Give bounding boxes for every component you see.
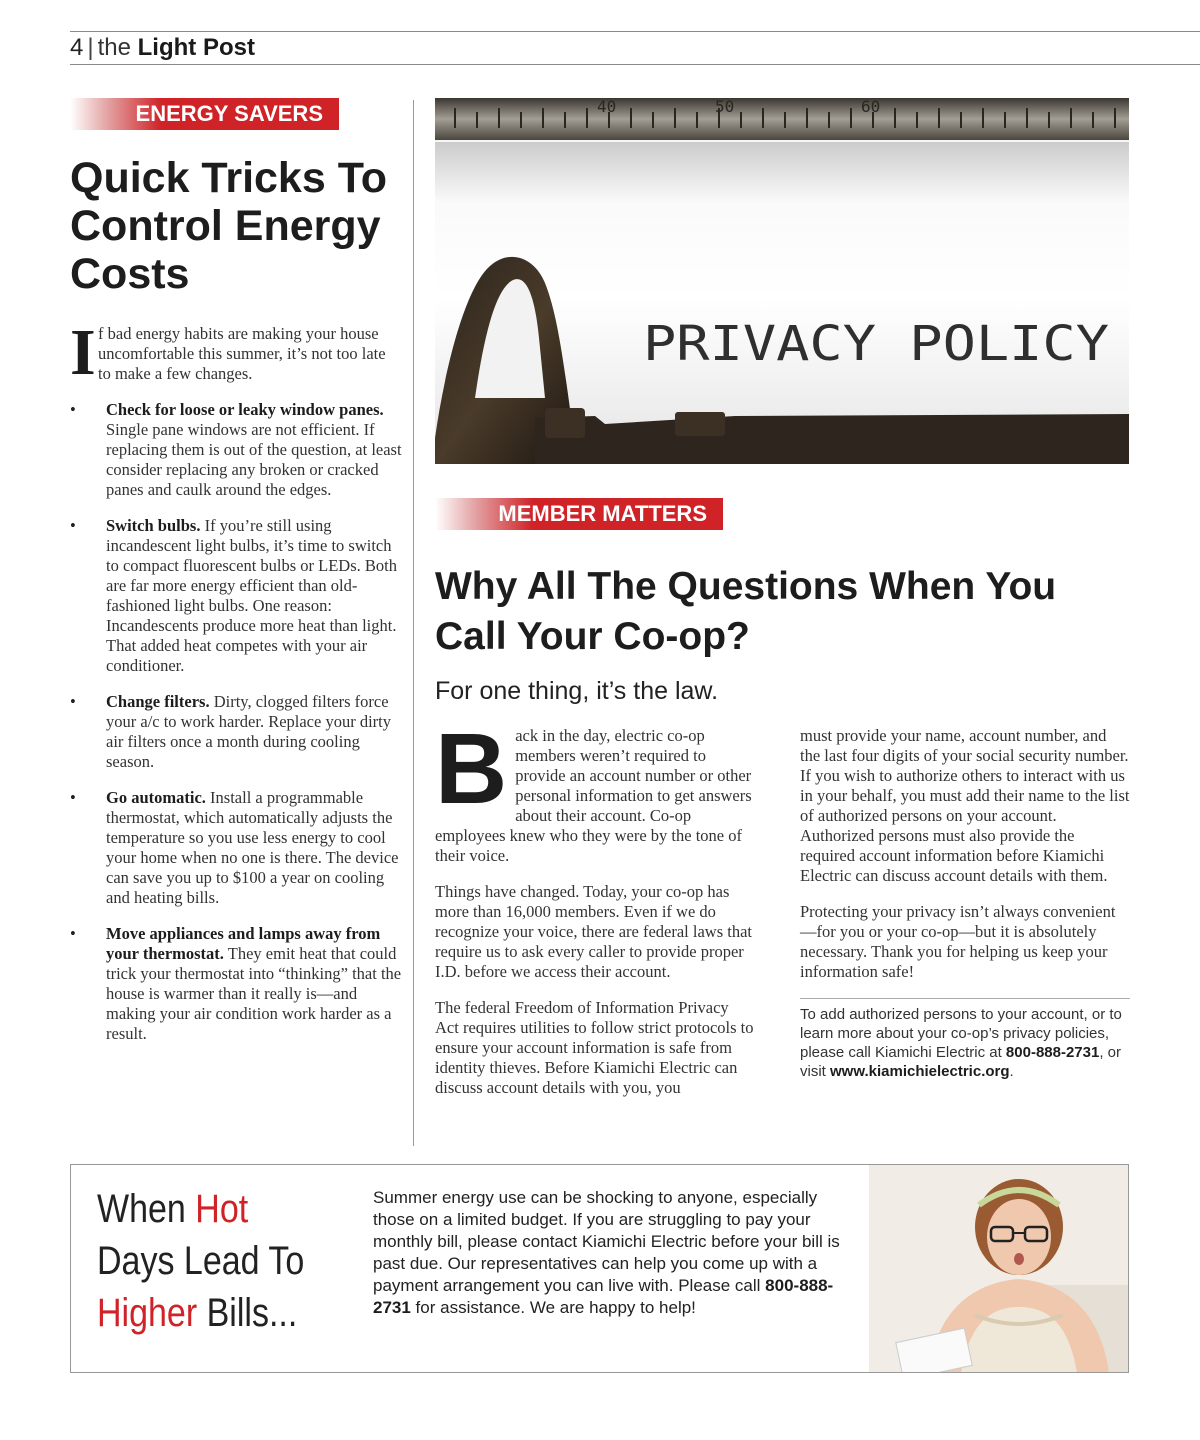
tip-text: Install a programmable thermostat, which automatically adjusts the temperature so you use less energy to cool your home when no one is there. The device can save you up to $100 a year on cooling and heating bills. — [106, 788, 399, 907]
paragraph: Things have changed. Today, your co-op has more than 16,000 members. Even if we do recognize your voice, there are federal laws that require us to ask every caller to provide proper I.D. before we access their account. — [435, 882, 752, 981]
article-title-coop: Why All The Questions When You Call Your Co-op? — [435, 565, 1057, 658]
title-word: Days Lead To — [97, 1239, 305, 1283]
tip-text: If you’re still using incandescent light bulbs, it’s time to switch to compact fluorescent bulbs or LEDs. Both are far more energy efficient than old-fashioned light bulbs. One reason: Incandescents produce more heat than light. That added heat competes with your air conditioner. — [106, 516, 397, 675]
section-banner-member-matters — [435, 498, 723, 530]
energy-article-body — [70, 316, 402, 1060]
callout-title — [97, 1183, 304, 1339]
ruler-number: 40 — [597, 98, 617, 116]
title-word: Bills... — [206, 1291, 298, 1335]
column-divider — [413, 100, 414, 1146]
note-text: To add authorized persons to your account, or to learn more about your co-op’s privacy policies, please call Kiamichi Electric at — [800, 1006, 1122, 1061]
section-label: MEMBER MATTERS — [498, 501, 707, 526]
article-title-energy: Quick Tricks To Control Energy Costs — [70, 154, 388, 298]
callout-text: Summer energy use can be shocking to anyone, especially those on a limited budget. If you are struggling to pay your monthly bill, please contact Kiamichi Electric before your bill is past due. Our representatives can help you come up with a payment arrangement you can live with. Please call — [373, 1188, 840, 1295]
article-subtitle: For one thing, it’s the law. — [435, 677, 719, 705]
contact-note — [800, 1005, 1130, 1081]
title-word: When — [97, 1187, 186, 1231]
title-word-higher: Higher — [97, 1291, 198, 1335]
tip-text: Dirty, clogged filters force your a/c to work harder. Replace your dirty air filters once a month during cooling season. — [106, 692, 391, 771]
tip-heading: Move appliances and lamps away from your thermostat. — [106, 924, 381, 963]
note-url-link[interactable]: www.kiamichielectric.org — [830, 1063, 1010, 1080]
tip-text: They emit heat that could trick your thermostat into “thinking” that the house is warmer than it really is—and making your air condition work harder as a result. — [106, 944, 402, 1043]
list-item — [70, 692, 402, 772]
paragraph-text: ack in the day, electric co-op members weren’t required to provide an account number or other personal information to get answers about their account. Co-op employees knew who they were by the tone of their voice. — [435, 726, 752, 865]
header-rule-top — [70, 31, 1200, 32]
coop-article-column-1 — [435, 713, 755, 1114]
note-divider — [800, 998, 1130, 999]
list-item — [70, 400, 402, 500]
tips-list — [70, 400, 402, 1044]
worried-woman-photo — [869, 1165, 1129, 1373]
section-banner-energy-savers — [70, 98, 339, 130]
publication-name: Light Post — [137, 34, 255, 61]
ruler-number: 60 — [861, 98, 881, 116]
paragraph: Protecting your privacy isn’t always convenient—for you or your co-op—but it is absolutely necessary. Thank you for helping us keep your information safe! — [800, 902, 1116, 981]
paragraph: The federal Freedom of Information Privacy Act requires utilities to follow strict protocols to ensure your account information is safe from identity thieves. Before Kiamichi Electric can discuss account details with you, you — [435, 998, 754, 1097]
drop-cap: B — [435, 713, 508, 825]
header-separator: | — [87, 34, 94, 61]
tip-heading: Switch bulbs. — [106, 516, 201, 535]
hot-days-callout — [70, 1164, 1129, 1373]
tip-heading: Change filters. — [106, 692, 210, 711]
privacy-policy-photo — [435, 98, 1129, 464]
tip-heading: Go automatic. — [106, 788, 206, 807]
publication-prefix: the — [97, 34, 131, 61]
callout-text-end: for assistance. We are happy to help! — [410, 1298, 696, 1317]
callout-body — [373, 1187, 853, 1319]
page-number: 4 — [70, 34, 84, 61]
paragraph: must provide your name, account number, and the last four digits of your social security number. If you wish to authorize others to interact with us in your behalf, you must add their name to the list of authorized persons on your account. Authorized persons must also provide the required account information before Kiamichi Electric can discuss account details with them. — [800, 726, 1130, 885]
paragraph — [435, 713, 755, 866]
typed-privacy-policy: PRIVACY POLICY — [643, 316, 1110, 372]
coop-article-column-2 — [800, 726, 1130, 1081]
tip-heading: Check for loose or leaky window panes. — [106, 400, 384, 419]
section-label: ENERGY SAVERS — [135, 101, 323, 126]
ruler-number: 50 — [715, 98, 735, 116]
drop-cap: I — [70, 316, 96, 389]
header-rule-bottom — [70, 64, 1200, 65]
intro-paragraph: f bad energy habits are making your house uncomfortable this summer, it’s not too late to make a few changes. — [98, 324, 386, 383]
note-phone[interactable]: 800-888-2731 — [1005, 1044, 1100, 1061]
list-item — [70, 516, 402, 676]
note-end: . — [1009, 1063, 1014, 1080]
tip-text: Single pane windows are not efficient. If replacing them is out of the question, at least consider replacing any broken or cracked panes and caulk around the edges. — [106, 420, 402, 499]
page-header — [70, 34, 255, 62]
list-item — [70, 924, 402, 1044]
callout-phone[interactable]: 800-888-2731 — [373, 1276, 834, 1317]
list-item — [70, 788, 402, 908]
note-or: , or visit — [800, 1044, 1122, 1080]
title-word-hot: Hot — [195, 1187, 249, 1231]
